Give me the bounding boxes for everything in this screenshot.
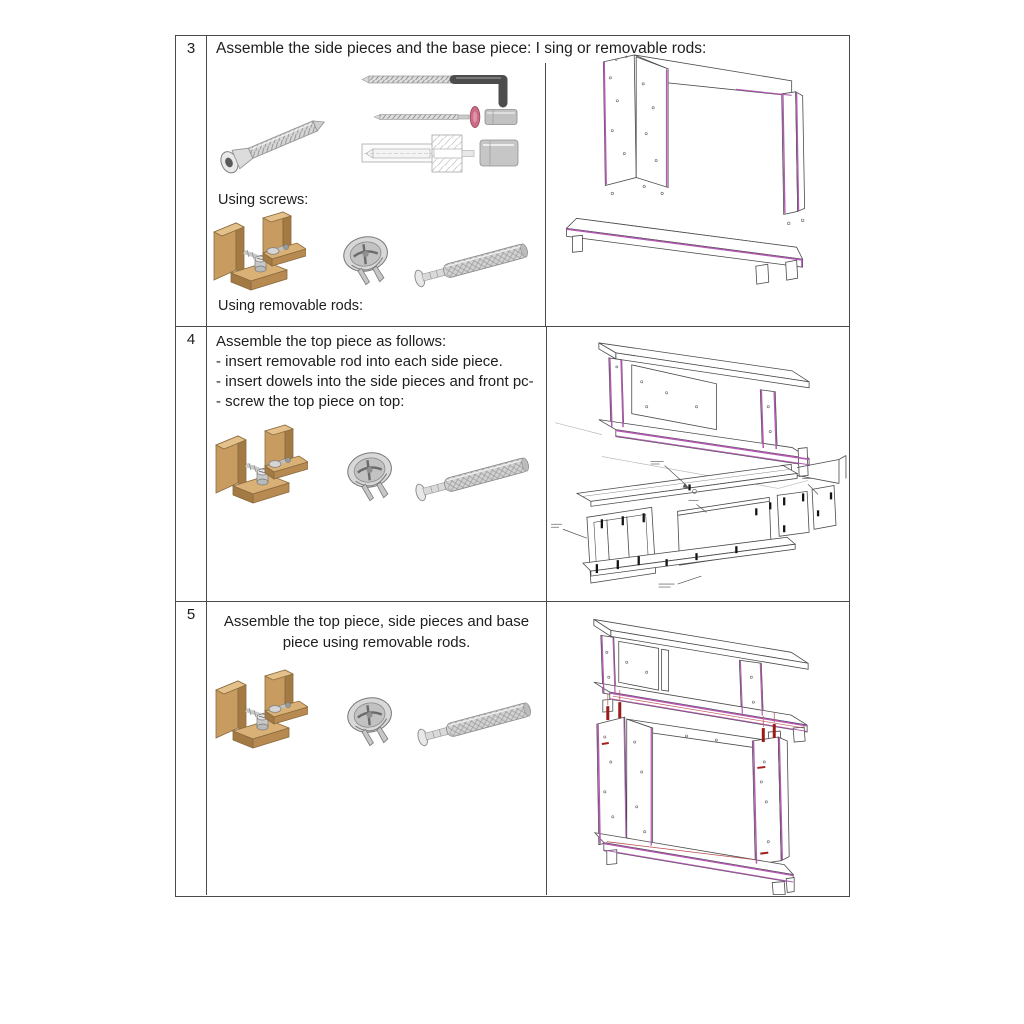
- instruction-header: Assemble the side pieces and the base piece: I sing or removable rods:: [216, 40, 707, 57]
- cam-lock-disc-icon: [344, 693, 396, 749]
- knurled-removable-rod-icon: [413, 693, 543, 751]
- instruction-text: [207, 611, 546, 653]
- table-row-step-5: [176, 602, 849, 895]
- drawing-cell: [546, 327, 851, 601]
- step-number: 5: [186, 606, 196, 623]
- instruction-text: [216, 332, 534, 412]
- instruction-line: - screw the top piece on top:: [216, 393, 405, 410]
- instruction-line: Assemble the top piece, side pieces and base: [223, 613, 530, 630]
- hanger-bolt-pink-washer-barrel-icon: [372, 104, 522, 130]
- instruction-line: - insert dowels into the side pieces and front pc-: [216, 373, 534, 390]
- knurled-removable-rod-icon: [410, 234, 540, 292]
- cam-lock-wood-blocks-icon: [211, 210, 306, 295]
- step-number-cell: [176, 36, 207, 326]
- frame-with-red-removable-rods-drawing: [547, 602, 851, 895]
- knurled-removable-rod-icon: [411, 448, 541, 506]
- confirmat-screw-icon: [215, 113, 335, 183]
- using-rods-label: Using removable rods:: [218, 298, 364, 314]
- instruction-line: piece using removable rods.: [282, 634, 471, 651]
- cam-lock-wood-blocks-icon: [213, 668, 308, 753]
- cam-lock-disc-icon: [344, 448, 396, 504]
- cam-lock-disc-icon: [340, 232, 392, 288]
- using-screws-label: Using screws:: [218, 192, 309, 208]
- step-number: 4: [186, 331, 196, 348]
- instruction-line: - insert removable rod into each side piece.: [216, 353, 503, 370]
- assembled-and-exploded-drawing: [547, 327, 851, 601]
- drawing-cell: [546, 36, 851, 326]
- side-pieces-frame-and-base-drawing: [546, 36, 851, 326]
- step-number: 3: [186, 40, 196, 57]
- table-row-step-3: [176, 36, 849, 327]
- instruction-cell: [207, 36, 707, 326]
- drawing-cell: [546, 602, 851, 895]
- instruction-table: [175, 35, 850, 897]
- step-number-cell: [176, 327, 207, 601]
- dowel-insertion-diagram-icon: [360, 131, 532, 176]
- table-row-step-4: [176, 327, 849, 602]
- cam-lock-wood-blocks-icon: [213, 423, 308, 508]
- step-number-cell: [176, 602, 207, 895]
- instruction-cell: [207, 327, 546, 601]
- instruction-cell: [207, 602, 546, 895]
- instruction-line: Assemble the top piece as follows:: [216, 333, 447, 350]
